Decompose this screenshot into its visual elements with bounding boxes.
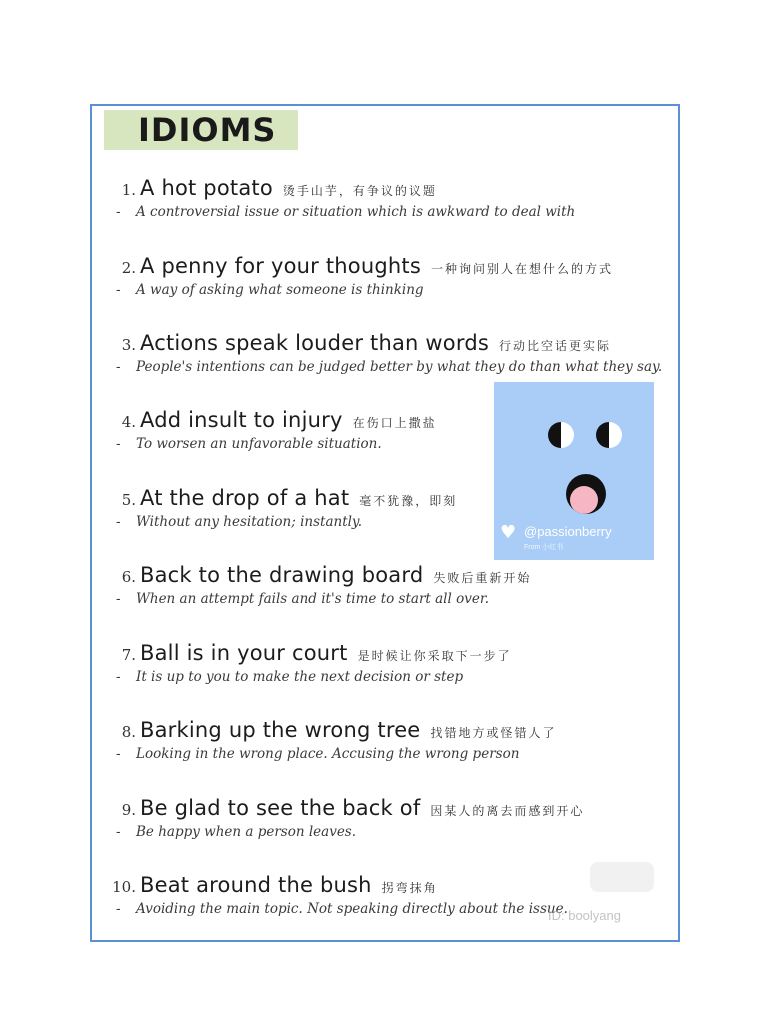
dash-marker: - bbox=[116, 514, 121, 530]
dash-marker: - bbox=[116, 901, 121, 917]
idiom-header bbox=[92, 563, 531, 587]
idiom-number: 7. bbox=[121, 646, 136, 664]
idiom-chinese: 失败后重新开始 bbox=[433, 571, 532, 585]
idiom-header bbox=[92, 486, 457, 510]
title-banner bbox=[104, 110, 298, 150]
dash-marker: - bbox=[116, 591, 121, 607]
idiom-meaning-row bbox=[116, 436, 382, 452]
idiom-meaning-row bbox=[116, 591, 489, 607]
idiom-phrase: A hot potato bbox=[140, 176, 273, 200]
idiom-meaning: Avoiding the main topic. Not speaking directly about the issue. bbox=[136, 901, 568, 917]
idiom-meaning-row bbox=[116, 669, 463, 685]
idiom-chinese: 烫手山芋，有争议的议题 bbox=[282, 184, 437, 198]
corner-watermark: ID: boolyang bbox=[548, 908, 621, 923]
dash-marker: - bbox=[116, 824, 121, 840]
idiom-header bbox=[92, 873, 438, 897]
face-sticker bbox=[494, 382, 654, 560]
idiom-chinese: 因某人的离去而感到开心 bbox=[430, 804, 585, 818]
idiom-phrase: Be glad to see the back of bbox=[140, 796, 421, 820]
idiom-phrase: Barking up the wrong tree bbox=[140, 718, 421, 742]
idiom-meaning: A controversial issue or situation which is awkward to deal with bbox=[136, 204, 576, 220]
idiom-header bbox=[92, 796, 584, 820]
sticker-watermark: @passionberry bbox=[524, 524, 612, 539]
idiom-number: 8. bbox=[121, 723, 136, 741]
idiom-number: 1. bbox=[121, 181, 136, 199]
idiom-meaning: To worsen an unfavorable situation. bbox=[136, 436, 382, 452]
left-eye-icon bbox=[548, 422, 574, 448]
idiom-meaning-row bbox=[116, 359, 662, 375]
idiom-number: 2. bbox=[121, 259, 136, 277]
idiom-phrase: Ball is in your court bbox=[140, 641, 348, 665]
dash-marker: - bbox=[116, 436, 121, 452]
idiom-meaning-row bbox=[116, 901, 568, 917]
idiom-phrase: Add insult to injury bbox=[140, 408, 343, 432]
idiom-header bbox=[92, 718, 556, 742]
idiom-meaning: A way of asking what someone is thinking bbox=[136, 282, 424, 298]
idiom-meaning-row bbox=[116, 204, 575, 220]
idiom-phrase: At the drop of a hat bbox=[140, 486, 350, 510]
idiom-phrase: Beat around the bush bbox=[140, 873, 372, 897]
idiom-chinese: 找错地方或怪错人了 bbox=[430, 726, 557, 740]
idiom-phrase: Back to the drawing board bbox=[140, 563, 424, 587]
idiom-meaning: When an attempt fails and it's time to start all over. bbox=[136, 591, 490, 607]
idiom-meaning-row bbox=[116, 514, 362, 530]
idiom-meaning-row bbox=[116, 282, 424, 298]
sticker-watermark-source: From 小红书 bbox=[524, 544, 564, 551]
idiom-number: 9. bbox=[121, 801, 136, 819]
idiom-phrase: A penny for your thoughts bbox=[140, 254, 421, 278]
idiom-meaning: Looking in the wrong place. Accusing the wrong person bbox=[136, 746, 520, 762]
idiom-chinese: 拐弯抹角 bbox=[381, 881, 438, 895]
heart-icon: ♥ bbox=[500, 522, 517, 543]
corner-watermark-logo bbox=[590, 862, 654, 892]
idiom-meaning: Be happy when a person leaves. bbox=[136, 824, 357, 840]
idiom-chinese: 行动比空话更实际 bbox=[499, 339, 612, 353]
idiom-meaning-row bbox=[116, 746, 519, 762]
page-title: IDIOMS bbox=[138, 111, 277, 149]
idiom-meaning: It is up to you to make the next decision or step bbox=[136, 669, 464, 685]
idiom-meaning: People's intentions can be judged better by what they do than what they say. bbox=[136, 359, 663, 375]
idiom-header bbox=[92, 641, 512, 665]
idiom-chinese: 在伤口上撒盐 bbox=[352, 416, 437, 430]
idiom-meaning-row bbox=[116, 824, 356, 840]
right-eye-icon bbox=[596, 422, 622, 448]
dash-marker: - bbox=[116, 359, 121, 375]
idiom-header bbox=[92, 254, 613, 278]
dash-marker: - bbox=[116, 669, 121, 685]
mouth-icon bbox=[566, 474, 606, 514]
idiom-chinese: 一种询问别人在想什么的方式 bbox=[430, 262, 613, 276]
idiom-header bbox=[92, 331, 611, 355]
idiom-phrase: Actions speak louder than words bbox=[140, 331, 489, 355]
dash-marker: - bbox=[116, 204, 121, 220]
idiom-header bbox=[92, 408, 437, 432]
dash-marker: - bbox=[116, 282, 121, 298]
idiom-number: 3. bbox=[121, 336, 136, 354]
idiom-number: 10. bbox=[112, 878, 136, 896]
idiom-header bbox=[92, 176, 437, 200]
tongue-icon bbox=[570, 486, 598, 514]
idiom-number: 4. bbox=[121, 413, 136, 431]
idiom-chinese: 是时候让你采取下一步了 bbox=[357, 649, 512, 663]
idiom-number: 6. bbox=[121, 568, 136, 586]
idiom-chinese: 毫不犹豫，即刻 bbox=[359, 494, 458, 508]
dash-marker: - bbox=[116, 746, 121, 762]
idiom-number: 5. bbox=[121, 491, 136, 509]
idiom-meaning: Without any hesitation; instantly. bbox=[136, 514, 363, 530]
